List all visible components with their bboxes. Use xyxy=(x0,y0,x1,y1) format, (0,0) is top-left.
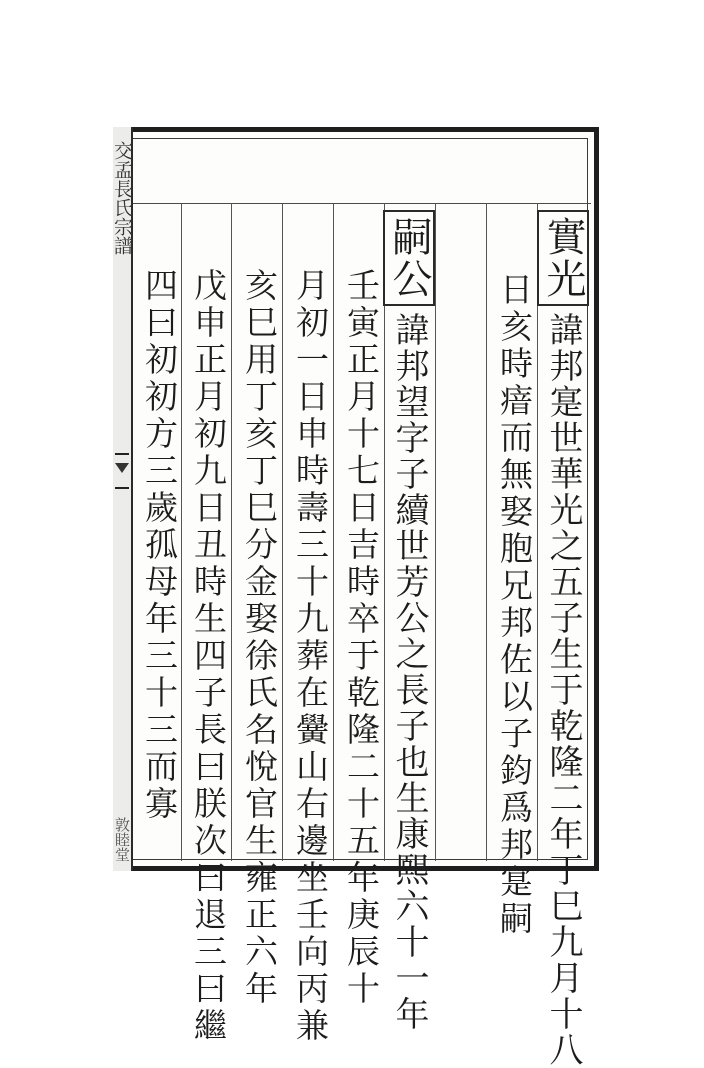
text-column-9 xyxy=(135,268,183,913)
text-column-7 xyxy=(235,268,283,1008)
column-text: 月初一日申時壽三十九葬在黌山右邊坐壬向丙兼 xyxy=(291,268,330,1045)
entry-name-box: 嗣公 xyxy=(383,210,435,306)
text-column-2 xyxy=(490,272,538,938)
text-column-3-blank xyxy=(439,212,487,857)
spine-hall-name: 敦睦堂 xyxy=(113,817,131,862)
column-text: 四曰初初方三歲孤母年三十三而寡 xyxy=(140,268,179,823)
book-spine-margin xyxy=(113,127,133,871)
text-column-4 xyxy=(386,210,435,1032)
text-column-1 xyxy=(540,210,589,1068)
top-margin-band xyxy=(133,143,591,204)
fish-tail-mark-icon xyxy=(115,453,129,489)
column-text: 戊申正月初九日丑時生四子長曰朕次曰退三曰繼 xyxy=(189,268,228,1045)
spine-book-title: 交孟長氏宗譜 xyxy=(111,141,133,255)
column-text: 亥巳用丁亥丁巳分金娶徐氏名悅官生雍正六年 xyxy=(240,268,279,1008)
column-rule xyxy=(435,203,436,861)
entry-name-box: 實光 xyxy=(537,210,589,306)
column-text: 壬寅正月十七日吉時卒于乾隆二十五年庚辰十 xyxy=(342,268,381,1008)
column-text: 諱邦寔世華光之五子生于乾隆二年丁巳九月十八 xyxy=(543,312,583,1068)
column-text: 諱邦望字子續世芳公之長子也生康熙六十一年 xyxy=(389,312,429,1032)
column-text: 日亥時瘖而無娶胞兄邦佐以子鈞爲邦寔嗣 xyxy=(495,272,534,938)
text-column-5 xyxy=(337,268,385,1008)
text-column-6 xyxy=(286,268,334,1045)
text-column-8 xyxy=(184,268,232,1045)
